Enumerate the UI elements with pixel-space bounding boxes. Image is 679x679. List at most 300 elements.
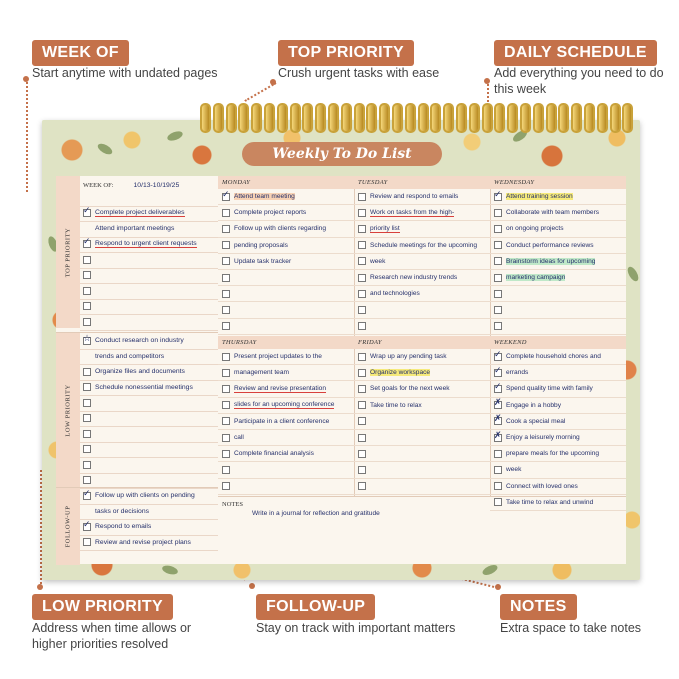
checklist-row[interactable] <box>218 286 354 302</box>
check-mark-icon: ✓ <box>83 487 91 498</box>
checklist-row[interactable] <box>490 270 626 286</box>
checklist-row[interactable] <box>80 504 218 521</box>
checkbox[interactable] <box>358 306 366 314</box>
checklist-row[interactable] <box>490 254 626 270</box>
checklist-row[interactable] <box>354 365 490 381</box>
checklist-row[interactable] <box>490 381 626 397</box>
checkbox[interactable] <box>494 450 502 458</box>
low-priority-tab <box>56 333 80 488</box>
checkbox[interactable] <box>494 274 502 282</box>
checkbox[interactable] <box>83 352 91 360</box>
task-text: and technologies <box>370 290 420 298</box>
checkbox[interactable] <box>83 236 91 248</box>
checkbox[interactable] <box>83 287 91 295</box>
checkbox[interactable] <box>83 205 91 217</box>
checkbox[interactable] <box>494 290 502 298</box>
checklist-row[interactable] <box>354 302 490 318</box>
checkbox[interactable] <box>358 274 366 282</box>
checkbox[interactable] <box>494 482 502 490</box>
task-text: Enjoy a leisurely morning <box>506 434 580 442</box>
task-text: priority list <box>370 224 400 232</box>
spiral-ring <box>354 103 365 133</box>
spiral-ring <box>482 103 493 133</box>
checkbox[interactable] <box>222 401 230 409</box>
task-text: Complete financial analysis <box>234 450 314 458</box>
daily-schedule-badge: DAILY SCHEDULE <box>494 40 657 66</box>
check-mark-icon: ✗ <box>494 429 502 440</box>
spiral-ring <box>533 103 544 133</box>
checkbox[interactable] <box>358 353 366 361</box>
notes-label: NOTES <box>222 501 243 508</box>
top-priority-list <box>80 190 218 328</box>
spiral-ring <box>251 103 262 133</box>
spiral-ring <box>379 103 390 133</box>
planner-sheet <box>56 176 626 564</box>
task-text: Schedule nonessential meetings <box>95 383 193 391</box>
checkbox[interactable] <box>358 369 366 377</box>
task-text: errands <box>506 369 529 377</box>
checkbox[interactable] <box>222 417 230 425</box>
follow-up-caption: Stay on track with important matters <box>256 621 456 635</box>
task-text: prepare meals for the upcoming <box>506 450 600 458</box>
task-text: Complete project reports <box>234 209 307 217</box>
spiral-ring <box>315 103 326 133</box>
checklist-row[interactable] <box>218 430 354 446</box>
checklist-row[interactable] <box>218 205 354 221</box>
checklist-row[interactable] <box>80 349 218 366</box>
checkbox[interactable] <box>494 349 502 361</box>
day-weekend <box>490 336 626 511</box>
checklist-row[interactable] <box>80 299 218 316</box>
spiral-ring <box>328 103 339 133</box>
top-priority-label: TOP PRIORITY <box>64 227 72 277</box>
day-heading: TUESDAY <box>354 176 490 189</box>
checklist-row[interactable] <box>80 364 218 381</box>
checkbox[interactable] <box>494 306 502 314</box>
low-priority-label: LOW PRIORITY <box>64 384 72 437</box>
checkbox[interactable] <box>358 434 366 442</box>
day-heading: THURSDAY <box>218 336 354 349</box>
checklist-row[interactable] <box>354 446 490 462</box>
checkbox[interactable] <box>222 189 230 201</box>
check-mark-icon: ✗ <box>494 413 502 424</box>
task-text: Research new industry trends <box>370 274 458 282</box>
checkbox[interactable] <box>222 466 230 474</box>
checkbox[interactable] <box>83 318 91 326</box>
task-text: Take time to relax <box>370 401 422 409</box>
check-mark-icon: ✓ <box>494 189 502 199</box>
task-text: pending proposals <box>234 241 288 249</box>
checklist-row[interactable] <box>354 286 490 302</box>
checkbox[interactable] <box>358 257 366 265</box>
day-heading: WEDNESDAY <box>490 176 626 189</box>
daily-schedule-leader-dot <box>484 78 490 84</box>
daily-schedule-caption: Add everything you need to do this week <box>494 66 664 96</box>
checkbox[interactable] <box>83 225 91 233</box>
checkbox[interactable] <box>494 429 502 442</box>
task-text: Schedule meetings for the upcoming <box>370 241 478 249</box>
spiral-ring <box>213 103 224 133</box>
checkbox[interactable] <box>83 271 91 279</box>
task-text: Respond to urgent client requests <box>95 240 197 248</box>
follow-up-leader-dot <box>249 583 255 589</box>
checklist-row[interactable] <box>218 446 354 462</box>
follow-up-tab <box>56 488 80 565</box>
task-text: Brainstorm ideas for upcoming <box>506 257 596 265</box>
checklist-row[interactable] <box>490 365 626 381</box>
checkbox[interactable] <box>83 368 91 376</box>
checklist-row[interactable] <box>354 319 490 335</box>
checklist-row[interactable] <box>80 333 218 350</box>
spiral-ring <box>597 103 608 133</box>
task-text: Conduct research on industry <box>95 337 184 345</box>
checklist-row[interactable] <box>354 479 490 495</box>
checkbox[interactable] <box>358 241 366 249</box>
checklist-row[interactable] <box>490 430 626 446</box>
checkbox[interactable] <box>83 487 91 500</box>
checkbox[interactable] <box>358 225 366 233</box>
checklist-row[interactable] <box>354 221 490 237</box>
checklist-row[interactable] <box>490 414 626 430</box>
spiral-ring <box>302 103 313 133</box>
checklist-row[interactable] <box>218 238 354 254</box>
checkbox[interactable] <box>222 241 230 249</box>
spiral-ring <box>277 103 288 133</box>
spiral-ring <box>622 103 633 133</box>
checklist-row[interactable] <box>80 442 218 459</box>
spiral-ring <box>571 103 582 133</box>
task-text: Update task tracker <box>234 257 292 265</box>
task-text: Review and respond to emails <box>370 193 459 201</box>
checkbox[interactable] <box>222 353 230 361</box>
check-mark-icon: ✓ <box>222 189 230 199</box>
task-text: Attend training session <box>506 193 573 201</box>
week-of-caption: Start anytime with undated pages <box>32 66 218 80</box>
checkbox[interactable] <box>83 476 91 484</box>
week-of-leader <box>26 82 28 192</box>
checklist-row[interactable] <box>218 365 354 381</box>
task-text: on ongoing projects <box>506 225 564 233</box>
spiral-ring <box>584 103 595 133</box>
checklist-row[interactable] <box>490 189 626 205</box>
checklist-row[interactable] <box>354 462 490 478</box>
task-text: tasks or decisions <box>95 507 150 515</box>
checkbox[interactable] <box>222 225 230 233</box>
low-priority-caption: Address when time allows or higher priorities resolved <box>32 621 192 651</box>
task-text: Present project updates to the <box>234 353 322 361</box>
checklist-row[interactable] <box>80 519 218 536</box>
spiral-ring <box>507 103 518 133</box>
day-wednesday <box>490 176 626 335</box>
task-text: slides for an upcoming conference <box>234 401 335 409</box>
checkbox[interactable] <box>222 322 230 330</box>
task-text: Follow up with clients on pending <box>95 492 195 500</box>
spiral-ring <box>264 103 275 133</box>
task-text: Organize files and documents <box>95 368 185 376</box>
task-text: trends and competitors <box>95 352 165 360</box>
spiral-ring <box>443 103 454 133</box>
spiral-ring <box>392 103 403 133</box>
checkbox[interactable] <box>358 322 366 330</box>
checkbox[interactable] <box>222 257 230 265</box>
checklist-row[interactable] <box>218 221 354 237</box>
spiral-ring <box>520 103 531 133</box>
notes-badge: NOTES <box>500 594 577 620</box>
checkbox[interactable] <box>358 482 366 490</box>
spiral-ring <box>200 103 211 133</box>
task-text: Connect with loved ones <box>506 482 578 490</box>
top-priority-caption: Crush urgent tasks with ease <box>278 66 440 80</box>
checklist-row[interactable] <box>490 205 626 221</box>
checklist-row[interactable] <box>80 411 218 428</box>
checklist-row[interactable] <box>218 381 354 397</box>
task-text: Work on tasks from the high- <box>370 208 455 216</box>
notes-text: Write in a journal for reflection and gratitude <box>252 510 380 517</box>
task-text: Collaborate with team members <box>506 209 600 217</box>
checkbox[interactable] <box>494 209 502 217</box>
checklist-row[interactable] <box>354 254 490 270</box>
checklist-row[interactable] <box>80 395 218 412</box>
spiral-ring <box>494 103 505 133</box>
task-text: Complete project deliverables <box>95 209 185 217</box>
check-mark-icon: ✓ <box>494 349 502 359</box>
day-heading: FRIDAY <box>354 336 490 349</box>
task-text: marketing campaign <box>506 274 566 282</box>
spiral-ring <box>405 103 416 133</box>
spiral-ring <box>558 103 569 133</box>
checklist-row[interactable] <box>490 398 626 414</box>
checkbox[interactable] <box>83 414 91 422</box>
notes-caption: Extra space to take notes <box>500 621 642 635</box>
day-heading: WEEKEND <box>490 336 626 349</box>
checklist-row[interactable] <box>490 221 626 237</box>
checkbox[interactable] <box>358 193 366 201</box>
week-of-date: 10/13-10/19/25 <box>133 181 180 189</box>
task-text: Wrap up any pending task <box>370 353 447 361</box>
check-mark-icon: ☆ <box>83 332 92 343</box>
task-text: Set goals for the next week <box>370 385 450 393</box>
spiral-ring <box>430 103 441 133</box>
task-text: Complete household chores and <box>506 353 601 361</box>
checkbox[interactable] <box>494 466 502 474</box>
spiral-ring <box>546 103 557 133</box>
checkbox[interactable] <box>358 385 366 393</box>
checklist-row[interactable] <box>354 381 490 397</box>
checklist-row[interactable] <box>490 479 626 495</box>
checkbox[interactable] <box>494 381 502 393</box>
checkbox[interactable] <box>494 413 502 425</box>
checkbox[interactable] <box>494 365 502 377</box>
checkbox[interactable] <box>358 417 366 425</box>
checklist-row[interactable] <box>354 189 490 205</box>
checklist-row[interactable] <box>218 398 354 414</box>
checklist-row[interactable] <box>490 286 626 302</box>
checkbox[interactable] <box>222 290 230 298</box>
low-priority-badge: LOW PRIORITY <box>32 594 173 620</box>
week-of-leader-dot <box>23 76 29 82</box>
task-text: call <box>234 434 244 442</box>
task-text: week <box>506 466 522 474</box>
task-text: week <box>370 257 386 265</box>
checkbox[interactable] <box>494 189 502 201</box>
check-mark-icon: ✓ <box>494 365 502 375</box>
checklist-row[interactable] <box>490 302 626 318</box>
notes-leader-dot <box>495 584 501 590</box>
checkbox[interactable] <box>222 369 230 377</box>
weekly-planner <box>42 120 640 580</box>
checkbox[interactable] <box>83 383 91 391</box>
checklist-row[interactable] <box>490 349 626 365</box>
week-of-badge: WEEK OF <box>32 40 129 66</box>
checklist-row[interactable] <box>80 380 218 397</box>
checkbox[interactable] <box>83 518 91 531</box>
task-text: Review and revise project plans <box>95 538 191 546</box>
checklist-row[interactable] <box>218 254 354 270</box>
checkbox[interactable] <box>222 274 230 282</box>
checkbox[interactable] <box>358 401 366 409</box>
check-mark-icon: ✓ <box>83 518 91 529</box>
checklist-row[interactable] <box>80 206 218 223</box>
checklist-row[interactable] <box>354 270 490 286</box>
task-text: Review and revise presentation <box>234 384 326 392</box>
checklist-row[interactable] <box>218 189 354 205</box>
checklist-row[interactable] <box>80 283 218 300</box>
checklist-row[interactable] <box>80 488 218 505</box>
checkbox[interactable] <box>494 257 502 265</box>
checkbox[interactable] <box>83 538 91 546</box>
checkbox[interactable] <box>83 445 91 453</box>
checkbox[interactable] <box>494 322 502 330</box>
checkbox[interactable] <box>83 430 91 438</box>
checklist-row[interactable] <box>218 319 354 335</box>
priority-sidebar <box>56 176 218 564</box>
check-mark-icon: ✗ <box>494 397 502 408</box>
checkbox[interactable] <box>83 256 91 264</box>
check-mark-icon: ✓ <box>83 236 91 247</box>
spiral-ring <box>366 103 377 133</box>
day-friday <box>354 336 490 495</box>
low-priority-list <box>80 333 218 488</box>
top-priority-leader <box>244 82 276 102</box>
notes-section[interactable] <box>218 496 626 565</box>
day-monday <box>218 176 354 335</box>
checklist-row[interactable] <box>80 426 218 443</box>
task-text: Attend important meetings <box>95 225 175 233</box>
checklist-row[interactable] <box>218 270 354 286</box>
checkbox[interactable] <box>222 306 230 314</box>
checklist-row[interactable] <box>80 190 218 207</box>
checkbox[interactable] <box>83 194 91 202</box>
checklist-row[interactable] <box>354 238 490 254</box>
checklist-row[interactable] <box>490 446 626 462</box>
follow-up-label: FOLLOW-UP <box>64 505 72 548</box>
day-tuesday <box>354 176 490 335</box>
checklist-row[interactable] <box>218 479 354 495</box>
checklist-row[interactable] <box>490 319 626 335</box>
week-of-label: WEEK OF: <box>83 181 114 189</box>
check-mark-icon: ✓ <box>494 381 502 391</box>
spiral-ring <box>469 103 480 133</box>
checklist-row[interactable] <box>354 349 490 365</box>
task-text: Engage in a hobby <box>506 401 561 409</box>
checklist-row[interactable] <box>354 430 490 446</box>
checklist-row[interactable] <box>80 237 218 254</box>
checkbox[interactable] <box>83 399 91 407</box>
checkbox[interactable] <box>358 450 366 458</box>
top-priority-badge: TOP PRIORITY <box>278 40 414 66</box>
checklist-row[interactable] <box>218 462 354 478</box>
checklist-row[interactable] <box>80 535 218 552</box>
low-priority-section <box>56 332 218 488</box>
checklist-row[interactable] <box>218 349 354 365</box>
checklist-row[interactable] <box>218 414 354 430</box>
checklist-row[interactable] <box>80 252 218 269</box>
task-text: Attend team meeting <box>234 193 295 201</box>
low-priority-leader-dot <box>37 584 43 590</box>
checkbox[interactable] <box>222 385 230 393</box>
checklist-row[interactable] <box>490 238 626 254</box>
spiral-ring <box>610 103 621 133</box>
checkbox[interactable] <box>494 397 502 409</box>
task-text: Follow up with clients regarding <box>234 225 326 233</box>
spiral-ring <box>290 103 301 133</box>
checklist-row[interactable] <box>490 462 626 478</box>
task-text: Cook a special meal <box>506 417 566 425</box>
spiral-ring <box>238 103 249 133</box>
checklist-row[interactable] <box>80 314 218 331</box>
checklist-row[interactable] <box>354 414 490 430</box>
checklist-row[interactable] <box>354 398 490 414</box>
top-priority-tab <box>56 176 80 328</box>
checklist-row[interactable] <box>80 268 218 285</box>
spiral-ring <box>456 103 467 133</box>
follow-up-list <box>80 488 218 565</box>
checkbox[interactable] <box>83 332 92 345</box>
checkbox[interactable] <box>222 209 230 217</box>
spiral-ring <box>226 103 237 133</box>
planner-title: Weekly To Do List <box>242 142 442 166</box>
checkbox[interactable] <box>83 302 91 310</box>
checklist-row[interactable] <box>80 221 218 238</box>
task-text: Participate in a client conference <box>234 417 330 425</box>
task-text: Organize workspace <box>370 369 431 377</box>
checkbox[interactable] <box>358 209 366 217</box>
checkbox[interactable] <box>222 450 230 458</box>
checklist-row[interactable] <box>218 302 354 318</box>
checkbox[interactable] <box>358 290 366 298</box>
checklist-row[interactable] <box>354 205 490 221</box>
checkbox[interactable] <box>222 482 230 490</box>
top-priority-leader-dot <box>270 79 276 85</box>
spiral-binding <box>200 103 634 133</box>
checkbox[interactable] <box>83 461 91 469</box>
top-priority-section <box>56 176 218 328</box>
day-heading: MONDAY <box>218 176 354 189</box>
spiral-ring <box>341 103 352 133</box>
checkbox[interactable] <box>358 466 366 474</box>
checkbox[interactable] <box>494 225 502 233</box>
checkbox[interactable] <box>222 434 230 442</box>
task-text: management team <box>234 369 289 377</box>
checkbox[interactable] <box>83 507 91 515</box>
checkbox[interactable] <box>494 241 502 249</box>
task-text: Respond to emails <box>95 523 152 531</box>
follow-up-badge: FOLLOW-UP <box>256 594 375 620</box>
follow-up-section <box>56 487 218 565</box>
checklist-row[interactable] <box>80 457 218 474</box>
spiral-ring <box>418 103 429 133</box>
task-text: Conduct performance reviews <box>506 241 594 249</box>
